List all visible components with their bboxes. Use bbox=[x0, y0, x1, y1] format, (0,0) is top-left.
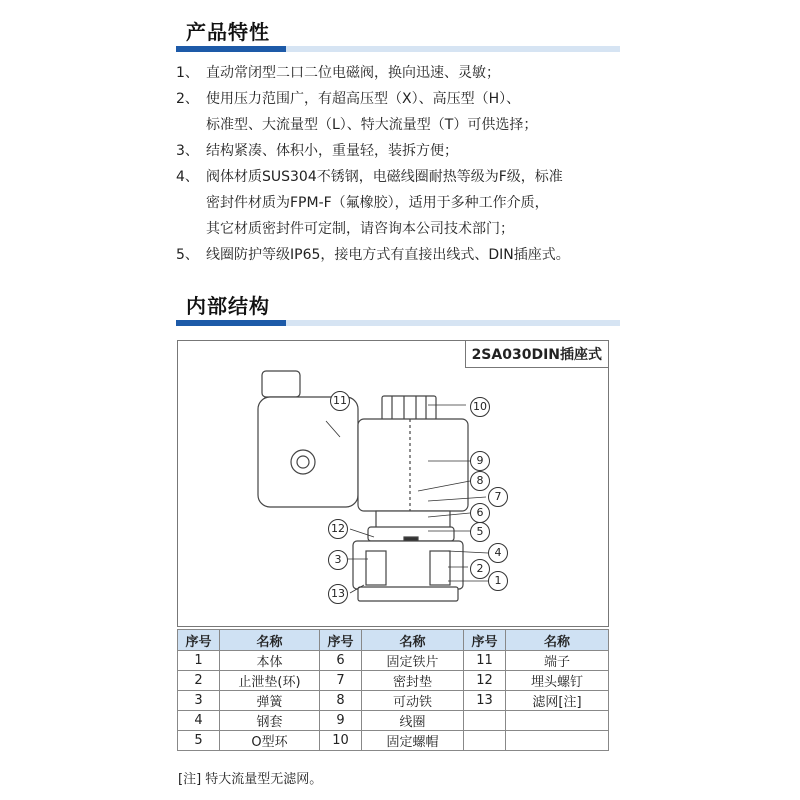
feature-item: 2、 使用压力范围广，有超高压型（X）、高压型（H）、 bbox=[176, 91, 521, 107]
callout-8: 8 bbox=[470, 471, 490, 491]
model-label: 2SA030DIN插座式 bbox=[465, 341, 608, 368]
table-row: 5 O型环 10 固定螺帽 bbox=[178, 731, 609, 751]
col-header: 序号 bbox=[178, 630, 220, 651]
solenoid-valve-drawing bbox=[178, 341, 608, 626]
callout-6: 6 bbox=[470, 503, 490, 523]
table-row: 3 弹簧 8 可动铁 13 滤网[注] bbox=[178, 691, 609, 711]
callout-13: 13 bbox=[328, 584, 348, 604]
features-title: 产品特性 bbox=[186, 20, 270, 44]
feature-item-cont: 标准型、大流量型（L）、特大流量型（T）可供选择； bbox=[206, 117, 538, 133]
features-title-bar bbox=[176, 46, 620, 52]
table-row: 1 本体 6 固定铁片 11 端子 bbox=[178, 651, 609, 671]
col-header: 序号 bbox=[464, 630, 506, 651]
callout-9: 9 bbox=[470, 451, 490, 471]
callout-11: 11 bbox=[330, 391, 350, 411]
col-header: 名称 bbox=[506, 630, 609, 651]
callout-3: 3 bbox=[328, 550, 348, 570]
feature-item: 3、 结构紧凑、体积小，重量轻，装拆方便； bbox=[176, 143, 458, 159]
footnote: [注] 特大流量型无滤网。 bbox=[178, 772, 323, 787]
table-row: 4 钢套 9 线圈 bbox=[178, 711, 609, 731]
col-header: 名称 bbox=[220, 630, 320, 651]
callout-1: 1 bbox=[488, 571, 508, 591]
callout-4: 4 bbox=[488, 543, 508, 563]
callout-7: 7 bbox=[488, 487, 508, 507]
callout-2: 2 bbox=[470, 559, 490, 579]
col-header: 序号 bbox=[320, 630, 362, 651]
feature-item-cont: 密封件材质为FPM-F（氟橡胶），适用于多种工作介质， bbox=[206, 195, 549, 211]
parts-table bbox=[177, 629, 609, 751]
callout-5: 5 bbox=[470, 522, 490, 542]
feature-item: 4、 阀体材质SUS304不锈钢，电磁线圈耐热等级为F级，标准 bbox=[176, 169, 563, 185]
col-header: 名称 bbox=[362, 630, 464, 651]
feature-item: 1、 直动常闭型二口二位电磁阀，换向迅速、灵敏； bbox=[176, 65, 500, 81]
structure-title: 内部结构 bbox=[186, 294, 270, 318]
callout-10: 10 bbox=[470, 397, 490, 417]
table-row: 2 止泄垫(环) 7 密封垫 12 埋头螺钉 bbox=[178, 671, 609, 691]
structure-diagram bbox=[177, 340, 609, 627]
feature-item: 5、 线圈防护等级IP65，接电方式有直接出线式、DIN插座式。 bbox=[176, 247, 570, 263]
table-header-row bbox=[178, 630, 609, 651]
feature-item-cont: 其它材质密封件可定制，请咨询本公司技术部门； bbox=[206, 221, 514, 237]
feature-list bbox=[176, 60, 636, 268]
callout-12: 12 bbox=[328, 519, 348, 539]
structure-title-bar bbox=[176, 320, 620, 326]
